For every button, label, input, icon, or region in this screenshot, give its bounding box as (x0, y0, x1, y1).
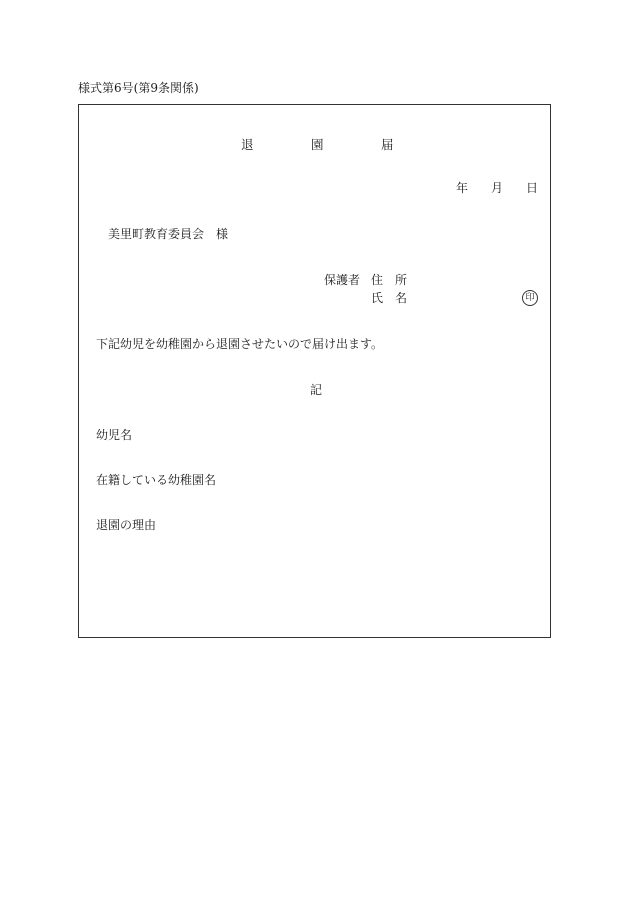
title-char-1: 退 (241, 137, 254, 152)
guardian-name-label: 氏 名 (371, 291, 408, 305)
guardian-address-label: 住 所 (371, 273, 408, 287)
guardian-label: 保護者 (324, 273, 361, 287)
seal-mark: 印 (522, 290, 538, 306)
title-char-2: 園 (311, 137, 324, 152)
date-year: 年 (456, 181, 469, 195)
addressee: 美里町教育委員会 様 (108, 227, 229, 241)
date-month: 月 (491, 181, 504, 195)
withdrawal-reason-label: 退園の理由 (96, 518, 157, 532)
title-char-3: 届 (381, 137, 394, 152)
record-heading: 記 (310, 383, 323, 397)
kindergarten-name-label: 在籍している幼稚園名 (96, 473, 217, 487)
form-title (79, 139, 550, 153)
form-number-label: 様式第6号(第9条関係) (78, 81, 199, 95)
statement-text: 下記幼児を幼稚園から退園させたいので届け出ます。 (96, 337, 384, 351)
withdrawal-form-box (78, 104, 551, 638)
date-day: 日 (526, 181, 539, 195)
child-name-label: 幼児名 (96, 428, 133, 442)
